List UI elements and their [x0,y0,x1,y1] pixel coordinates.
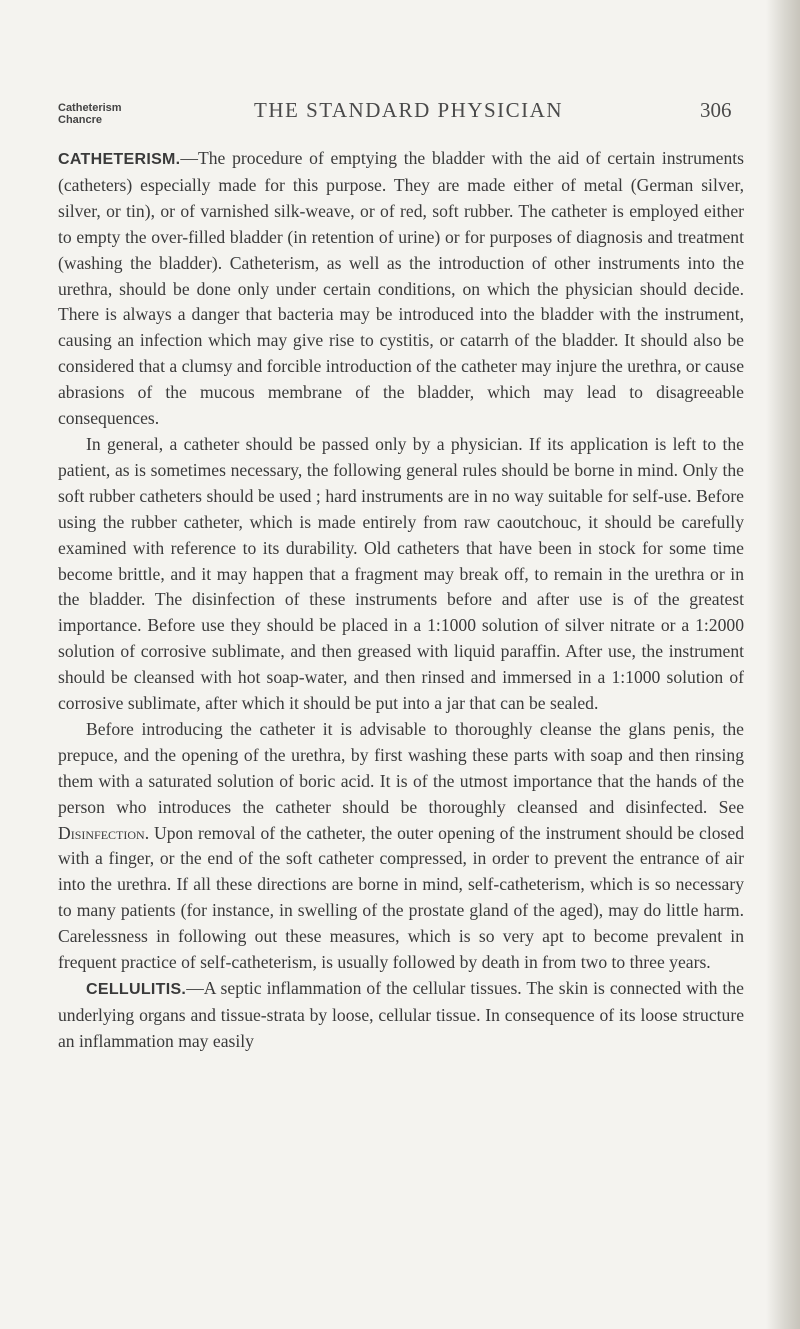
running-title: THE STANDARD PHYSICIAN [254,98,563,122]
guide-words [58,102,122,126]
page-number: 306 [700,98,732,122]
paragraph-text: —The procedure of emptying the bladder with the aid of certain instruments (catheters) especially made for this purpose. They are made either of metal (German silver, silver, or tin), or of varnished silk-weave, or of red, soft rubber. The catheter is employed either to empty the over-filled bladder (in retention of urine) or for purposes of diagnosis and treatment (washing the bladder). Catheterism, as well as the introduction of other instruments into the urethra, should be done only under certain conditions, on which the physician should decide. There is always a danger that bacteria may be introduced into the bladder with the instrument, causing an infection which may give rise to cystitis, or catarrh of the bladder. It should also be considered that a clumsy and forcible introduction of the catheter may injure the urethra, or cause abrasions of the mucous membrane of the bladder, which may lead to disagreeable consequences. [58,148,744,429]
page-body [58,146,744,1055]
cross-reference-disinfection: Disinfection. [58,822,150,843]
page-edge-shadow [766,0,800,1329]
guide-word-first: Catheterism [58,102,122,114]
entry-term-cellulitis: CELLULITIS. [86,981,187,998]
paragraph-text: Before introducing the catheter it is advisable to thoroughly cleanse the glans penis, the prepuce, and the opening of the urethra, by first washing these parts with soap and then rinsing them with a saturated solution of boric acid. It is of the utmost importance that the hands of the person who introduces the catheter should be thoroughly cleansed and disinfected. See [58,718,744,817]
guide-word-last: Chancre [58,114,103,126]
entry-catheterism-para-3 [58,717,744,976]
entry-term-catheterism: CATHETERISM. [58,151,181,168]
paragraph-continuation: Upon removal of the catheter, the outer opening of the instrument should be closed with a finger, or the end of the soft catheter compressed, in order to prevent the entrance of air into the urethra. If all these directions are borne in mind, self-catheterism, which is so necessary to many patients (for instance, in swelling of the prostate gland of the aged), may do little harm. Carelessness in following out these measures, which is so very apt to become prevalent in frequent practice of self-catheterism, is usually followed by death in from two to three years. [58,822,744,973]
paragraph-text: —A septic inflammation of the cellular tissues. The skin is connected with the underlying organs and tissue-strata by loose, cellular tissue. In consequence of its loose structure an inflammation may easily [58,978,744,1051]
entry-catheterism-para-2: In general, a catheter should be passed only by a physician. If its application is left to the patient, as is sometimes necessary, the following general rules should be borne in mind. Only the soft rubber catheters should be used ; hard instruments are in no way suitable for self-use. Before using the rubber catheter, which is made entirely from raw caoutchouc, it should be carefully examined with reference to its durability. Old catheters that have been in stock for some time become brittle, and it may happen that a fragment may break off, to remain in the urethra or in the bladder. The disinfection of these instruments before and after use is of the greatest importance. Before use they should be placed in a 1:1000 solution of silver nitrate or a 1:2000 solution of corrosive sublimate, and then greased with liquid paraffin. After use, the instrument should be cleansed with hot soap-water, and then rinsed and immersed in a 1:1000 solution of corrosive sublimate, after which it should be put into a jar that can be sealed. [58,433,744,714]
entry-cellulitis-para-1 [58,976,744,1055]
entry-catheterism-para-1 [58,146,744,432]
